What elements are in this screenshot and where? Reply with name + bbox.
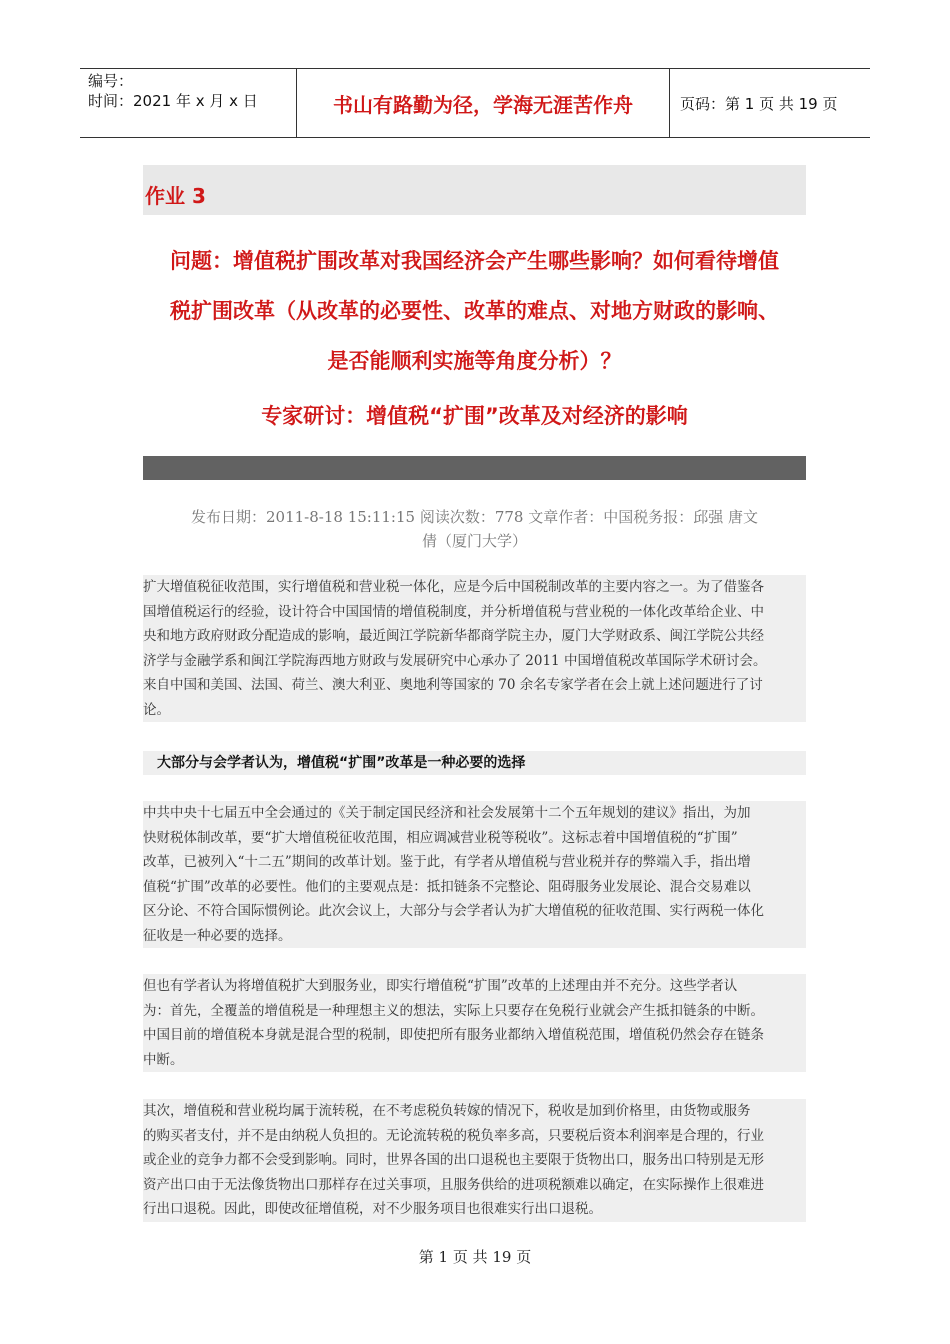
text-line: 中断。 [143,1051,184,1068]
question-line: 税扩围改革（从改革的必要性、改革的难点、对地方财政的影响、 [170,299,779,323]
text-line: 但也有学者认为将增值税扩大到服务业，即实行增值税“扩围”改革的上述理由并不充分。这些学者认 [143,978,738,994]
text-line: 区分论、不符合国际惯例论。此次会议上，大部分与会学者认为扩大增值税的征收范围、实行两税一体化 [143,903,764,919]
text-line: 快财税体制改革，要“扩大增值税征收范围，相应调减营业税等税收”。这标志着中国增值税的“扩围” [143,829,738,846]
text-line: 中共中央十七届五中全会通过的《关于制定国民经济和社会发展第十二个五年规划的建议》指出，为加 [143,805,751,821]
text-line: 或企业的竞争力都不会受到影响。同时，世界各国的出口退税也主要限于货物出口，服务出口特别是无形 [143,1152,764,1168]
question-block [143,236,806,386]
text-line: 值税“扩围”改革的必要性。他们的主要观点是：抵扣链条不完整论、阻碍服务业发展论、混合交易难以 [143,878,751,895]
text-line: 中国目前的增值税本身就是混合型的税制，即使把所有服务业都纳入增值税范围，增值税仍然会存在链条 [143,1027,764,1043]
number-label: 编号： [88,72,134,90]
question-line: 问题：增值税扩围改革对我国经济会产生哪些影响？如何看待增值 [170,249,779,273]
text-line: 来自中国和美国、法国、荷兰、澳大利亚、奥地利等国家的 70 余名专家学者在会上就上述问题进行了讨 [143,677,763,693]
text-line: 论。 [143,701,170,718]
paragraph-3 [143,974,806,1072]
homework-title: 作业 3 [145,184,206,208]
header-info [80,69,297,137]
question-line: 是否能顺利实施等角度分析）？ [327,349,622,373]
paragraph-intro [143,575,806,722]
text-line: 资产出口由于无法像货物出口那样存在过关事项，且服务供给的进项税额难以确定，在实际操作上很难进 [143,1176,764,1193]
text-line: 为：首先，全覆盖的增值税是一种理想主义的想法，实际上只要存在免税行业就会产生抵扣链条的中断。 [143,1002,764,1019]
header-motto: 书山有路勤为径，学海无涯苦作舟 [297,69,670,137]
homework-title-bar [143,165,806,215]
text-line: 的购买者支付，并不是由纳税人负担的。无论流转税的税负率多高，只要税后资本利润率是合理的，行业 [143,1127,764,1144]
text-line: 改革，已被列入“十二五”期间的改革计划。鉴于此，有学者从增值税与营业税并存的弊端入手，指出增 [143,854,751,870]
text-line: 行出口退税。因此，即使改征增值税，对不少服务项目也很难实行出口退税。 [143,1201,602,1217]
article-meta [143,505,806,553]
text-line: 央和地方政府财政分配造成的影响，最近闽江学院新华都商学院主办，厦门大学财政系、闽江学院公共经 [143,628,764,644]
text-line: 扩大增值税征收范围，实行增值税和营业税一体化，应是今后中国税制改革的主要内容之一。为了借鉴各 [143,579,764,595]
page-footer: 第 1 页 共 19 页 [418,1248,532,1266]
meta-line: 发布日期：2011-8-18 15:11:15 阅读次数：778 文章作者：中国税务报：邱强 唐文 [190,508,758,526]
date-label: 时间：2021 年 x 月 x 日 [88,92,258,110]
text-line: 济学与金融学系和闽江学院海西地方财政与发展研究中心承办了 2011 中国增值税改革国际学术研讨会。 [143,652,767,669]
document-header [80,68,870,138]
header-page-info: 页码：第 1 页 共 19 页 [680,94,838,113]
section-heading: 大部分与会学者认为，增值税“扩围”改革是一种必要的选择 [143,751,806,775]
article-title: 专家研讨：增值税“扩围”改革及对经济的影响 [261,404,688,428]
divider-bar [143,456,806,480]
paragraph-2 [143,801,806,948]
text-line: 其次，增值税和营业税均属于流转税，在不考虑税负转嫁的情况下，税收是加到价格里，由货物或服务 [143,1103,751,1119]
meta-line: 倩（厦门大学） [421,532,527,550]
paragraph-4 [143,1099,806,1222]
text-line: 征收是一种必要的选择。 [143,927,292,944]
text-line: 国增值税运行的经验，设计符合中国国情的增值税制度，并分析增值税与营业税的一体化改革给企业、中 [143,603,764,620]
